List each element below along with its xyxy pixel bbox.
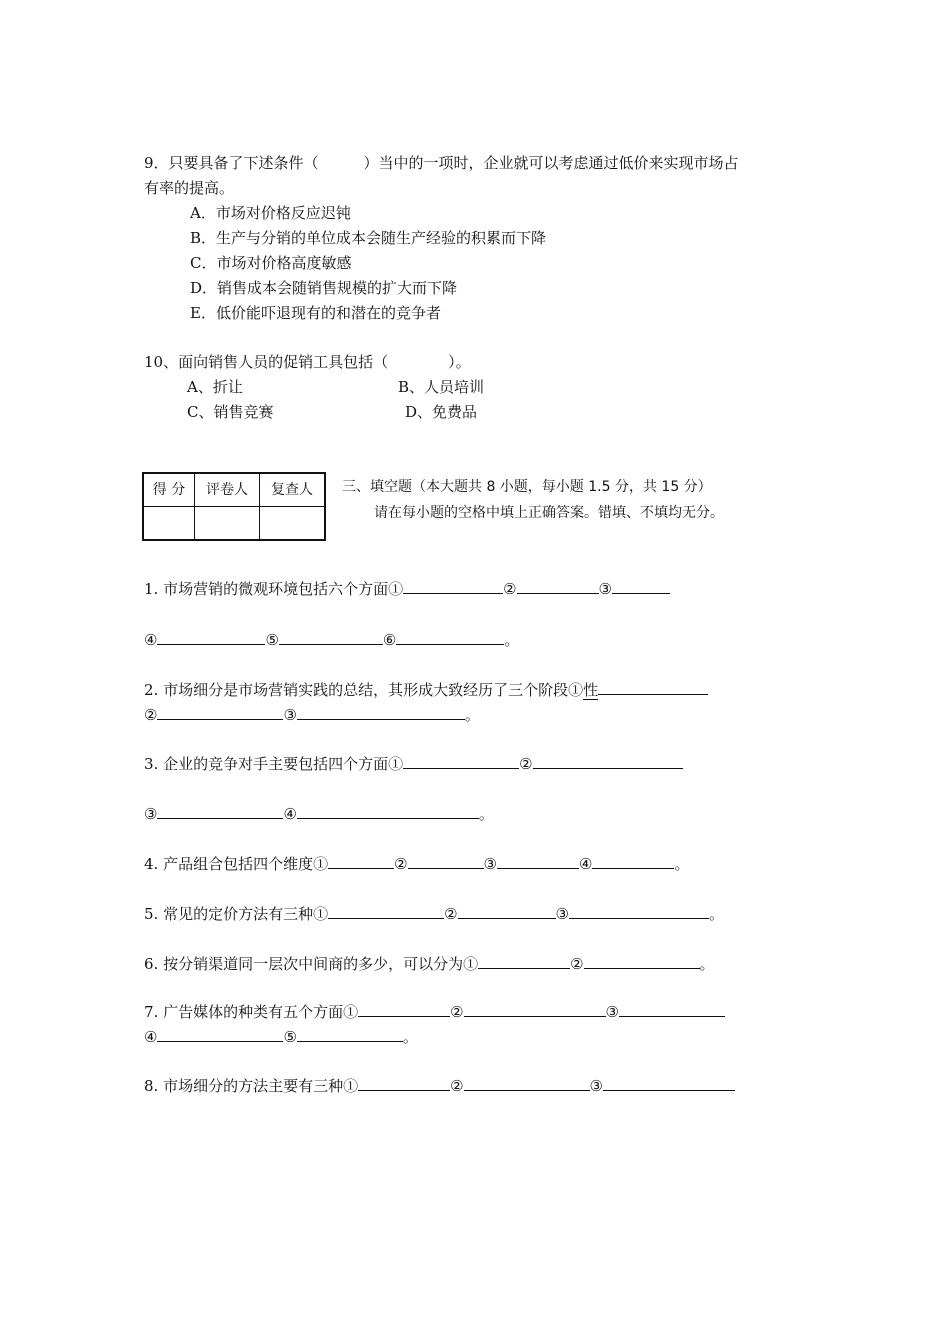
fill-q7-blank-1[interactable]: [358, 999, 450, 1017]
circle-2: ②: [519, 755, 533, 773]
fill-q5-blank-2[interactable]: [458, 901, 556, 919]
circle-2: ②: [394, 855, 408, 873]
circle-3: ③: [598, 580, 612, 598]
circle-3: ③: [589, 1077, 603, 1095]
fill-q1-line1: [144, 576, 670, 600]
fill-q6-line: [144, 951, 715, 975]
fill-q8-blank-1[interactable]: [358, 1073, 450, 1091]
fill-q1-blank-3[interactable]: [612, 576, 670, 594]
fill-q8-blank-3[interactable]: [603, 1073, 735, 1091]
fill-q2-line1: [144, 677, 708, 701]
fill-q1-blank-4[interactable]: [157, 627, 265, 645]
reviewer-cell[interactable]: [260, 507, 326, 541]
fill-q7-blank-4[interactable]: [157, 1024, 283, 1042]
q9-option-d: D．销售成本会随销售规模的扩大而下降: [190, 279, 458, 297]
circle-2: ②: [503, 580, 517, 598]
fill-q1-line2: [144, 627, 519, 651]
q10-option-d: D、免费品: [405, 403, 478, 421]
circle-2: ②: [570, 955, 584, 973]
fill-q7-stem: 7. 广告媒体的种类有五个方面①: [144, 1003, 359, 1021]
fill-q7-line2: [144, 1024, 418, 1048]
circle-4: ④: [144, 1028, 158, 1046]
fill-q3-blank-1[interactable]: [403, 751, 519, 769]
circle-3: ③: [605, 1003, 619, 1021]
fill-q8-line: [144, 1073, 735, 1097]
fill-q2-line2: [144, 702, 480, 726]
fill-q4-stem: 4. 产品组合包括四个维度①: [144, 855, 329, 873]
circle-2: ②: [444, 905, 458, 923]
circle-3: ③: [283, 706, 297, 724]
fill-q8-stem: 8. 市场细分的方法主要有三种①: [144, 1077, 359, 1095]
period: 。: [699, 955, 715, 973]
period: 。: [478, 805, 494, 823]
q10-stem: 10、面向销售人员的促销工具包括（ ）。: [144, 353, 471, 371]
fill-q7-blank-2[interactable]: [464, 999, 606, 1017]
grader-cell[interactable]: [195, 507, 260, 541]
fill-q1-blank-2[interactable]: [517, 576, 599, 594]
score-cell[interactable]: [143, 507, 195, 541]
fill-q3-line2: [144, 801, 494, 825]
period: 。: [464, 706, 480, 724]
period: 。: [709, 905, 725, 923]
fill-q7-line1: [144, 999, 725, 1023]
q9-option-c: C．市场对价格高度敏感: [190, 254, 352, 272]
q9-option-e: E．低价能吓退现有的和潜在的竞争者: [190, 304, 441, 322]
circle-3: ③: [555, 905, 569, 923]
fill-q4-blank-2[interactable]: [408, 851, 484, 869]
reviewer-header: 复查人: [260, 473, 326, 507]
fill-q5-blank-3[interactable]: [569, 901, 709, 919]
fill-q1-blank-6[interactable]: [396, 627, 504, 645]
fill-q1-stem: 1. 市场营销的微观环境包括六个方面①: [144, 580, 404, 598]
fill-q2-blank-2[interactable]: [157, 702, 283, 720]
q10-option-c: C、销售竞赛: [187, 403, 274, 421]
q9-option-b: B．生产与分销的单位成本会随生产经验的积累而下降: [190, 229, 547, 247]
circle-2: ②: [144, 706, 158, 724]
circle-3: ③: [483, 855, 497, 873]
fill-q4-blank-4[interactable]: [592, 851, 674, 869]
circle-5: ⑤: [265, 631, 279, 649]
q9-stem-line1: 9．只要具备了下述条件（ ）当中的一项时，企业就可以考虑通过低价来实现市场占: [144, 154, 739, 172]
fill-q6-blank-2[interactable]: [584, 951, 700, 969]
score-header: 得 分: [143, 473, 195, 507]
fill-q7-blank-5[interactable]: [297, 1024, 403, 1042]
circle-4: ④: [579, 855, 593, 873]
period: 。: [504, 631, 520, 649]
score-table: [142, 472, 326, 541]
circle-4: ④: [283, 805, 297, 823]
fill-q3-stem: 3. 企业的竞争对手主要包括四个方面①: [144, 755, 404, 773]
fill-q5-blank-1[interactable]: [328, 901, 444, 919]
q9-stem-line2: 有率的提高。: [144, 179, 235, 197]
circle-2: ②: [450, 1003, 464, 1021]
period: 。: [402, 1028, 418, 1046]
period: 。: [674, 855, 690, 873]
fill-q5-stem: 5. 常见的定价方法有三种①: [144, 905, 329, 923]
circle-5: ⑤: [283, 1028, 297, 1046]
circle-2: ②: [450, 1077, 464, 1095]
fill-q7-blank-3[interactable]: [619, 999, 725, 1017]
fill-q2-blank-1[interactable]: [598, 677, 708, 695]
fill-q4-blank-3[interactable]: [497, 851, 579, 869]
fill-q3-blank-4[interactable]: [297, 801, 479, 819]
q10-option-a: A、折让: [187, 378, 243, 396]
q10-option-b: B、人员培训: [398, 378, 485, 396]
fill-q4-line: [144, 851, 689, 875]
fill-q2-stem: 2. 市场细分是市场营销实践的总结，其形成大致经历了三个阶段①: [144, 681, 584, 699]
circle-6: ⑥: [382, 631, 397, 649]
fill-q2-blank-3[interactable]: [297, 702, 465, 720]
fill-q2-filled-answer: 性: [583, 681, 599, 699]
fill-q8-blank-2[interactable]: [464, 1073, 590, 1091]
fill-q6-blank-1[interactable]: [478, 951, 570, 969]
fill-q6-stem: 6. 按分销渠道同一层次中间商的多少，可以分为①: [144, 955, 479, 973]
fill-q3-blank-2[interactable]: [533, 751, 683, 769]
fill-q5-line: [144, 901, 724, 925]
circle-4: ④: [144, 631, 158, 649]
q9-option-a: A．市场对价格反应迟钝: [190, 204, 351, 222]
fill-q1-blank-1[interactable]: [403, 576, 503, 594]
fill-q4-blank-1[interactable]: [328, 851, 394, 869]
section-title: 三、填空题（本大题共 8 小题，每小题 1.5 分，共 15 分）: [342, 479, 712, 495]
section-instruction: 请在每小题的空格中填上正确答案。错填、不填均无分。: [374, 505, 724, 521]
fill-q3-line1: [144, 751, 683, 775]
fill-q1-blank-5[interactable]: [279, 627, 383, 645]
fill-q3-blank-3[interactable]: [157, 801, 283, 819]
circle-3: ③: [144, 805, 158, 823]
grader-header: 评卷人: [195, 473, 260, 507]
